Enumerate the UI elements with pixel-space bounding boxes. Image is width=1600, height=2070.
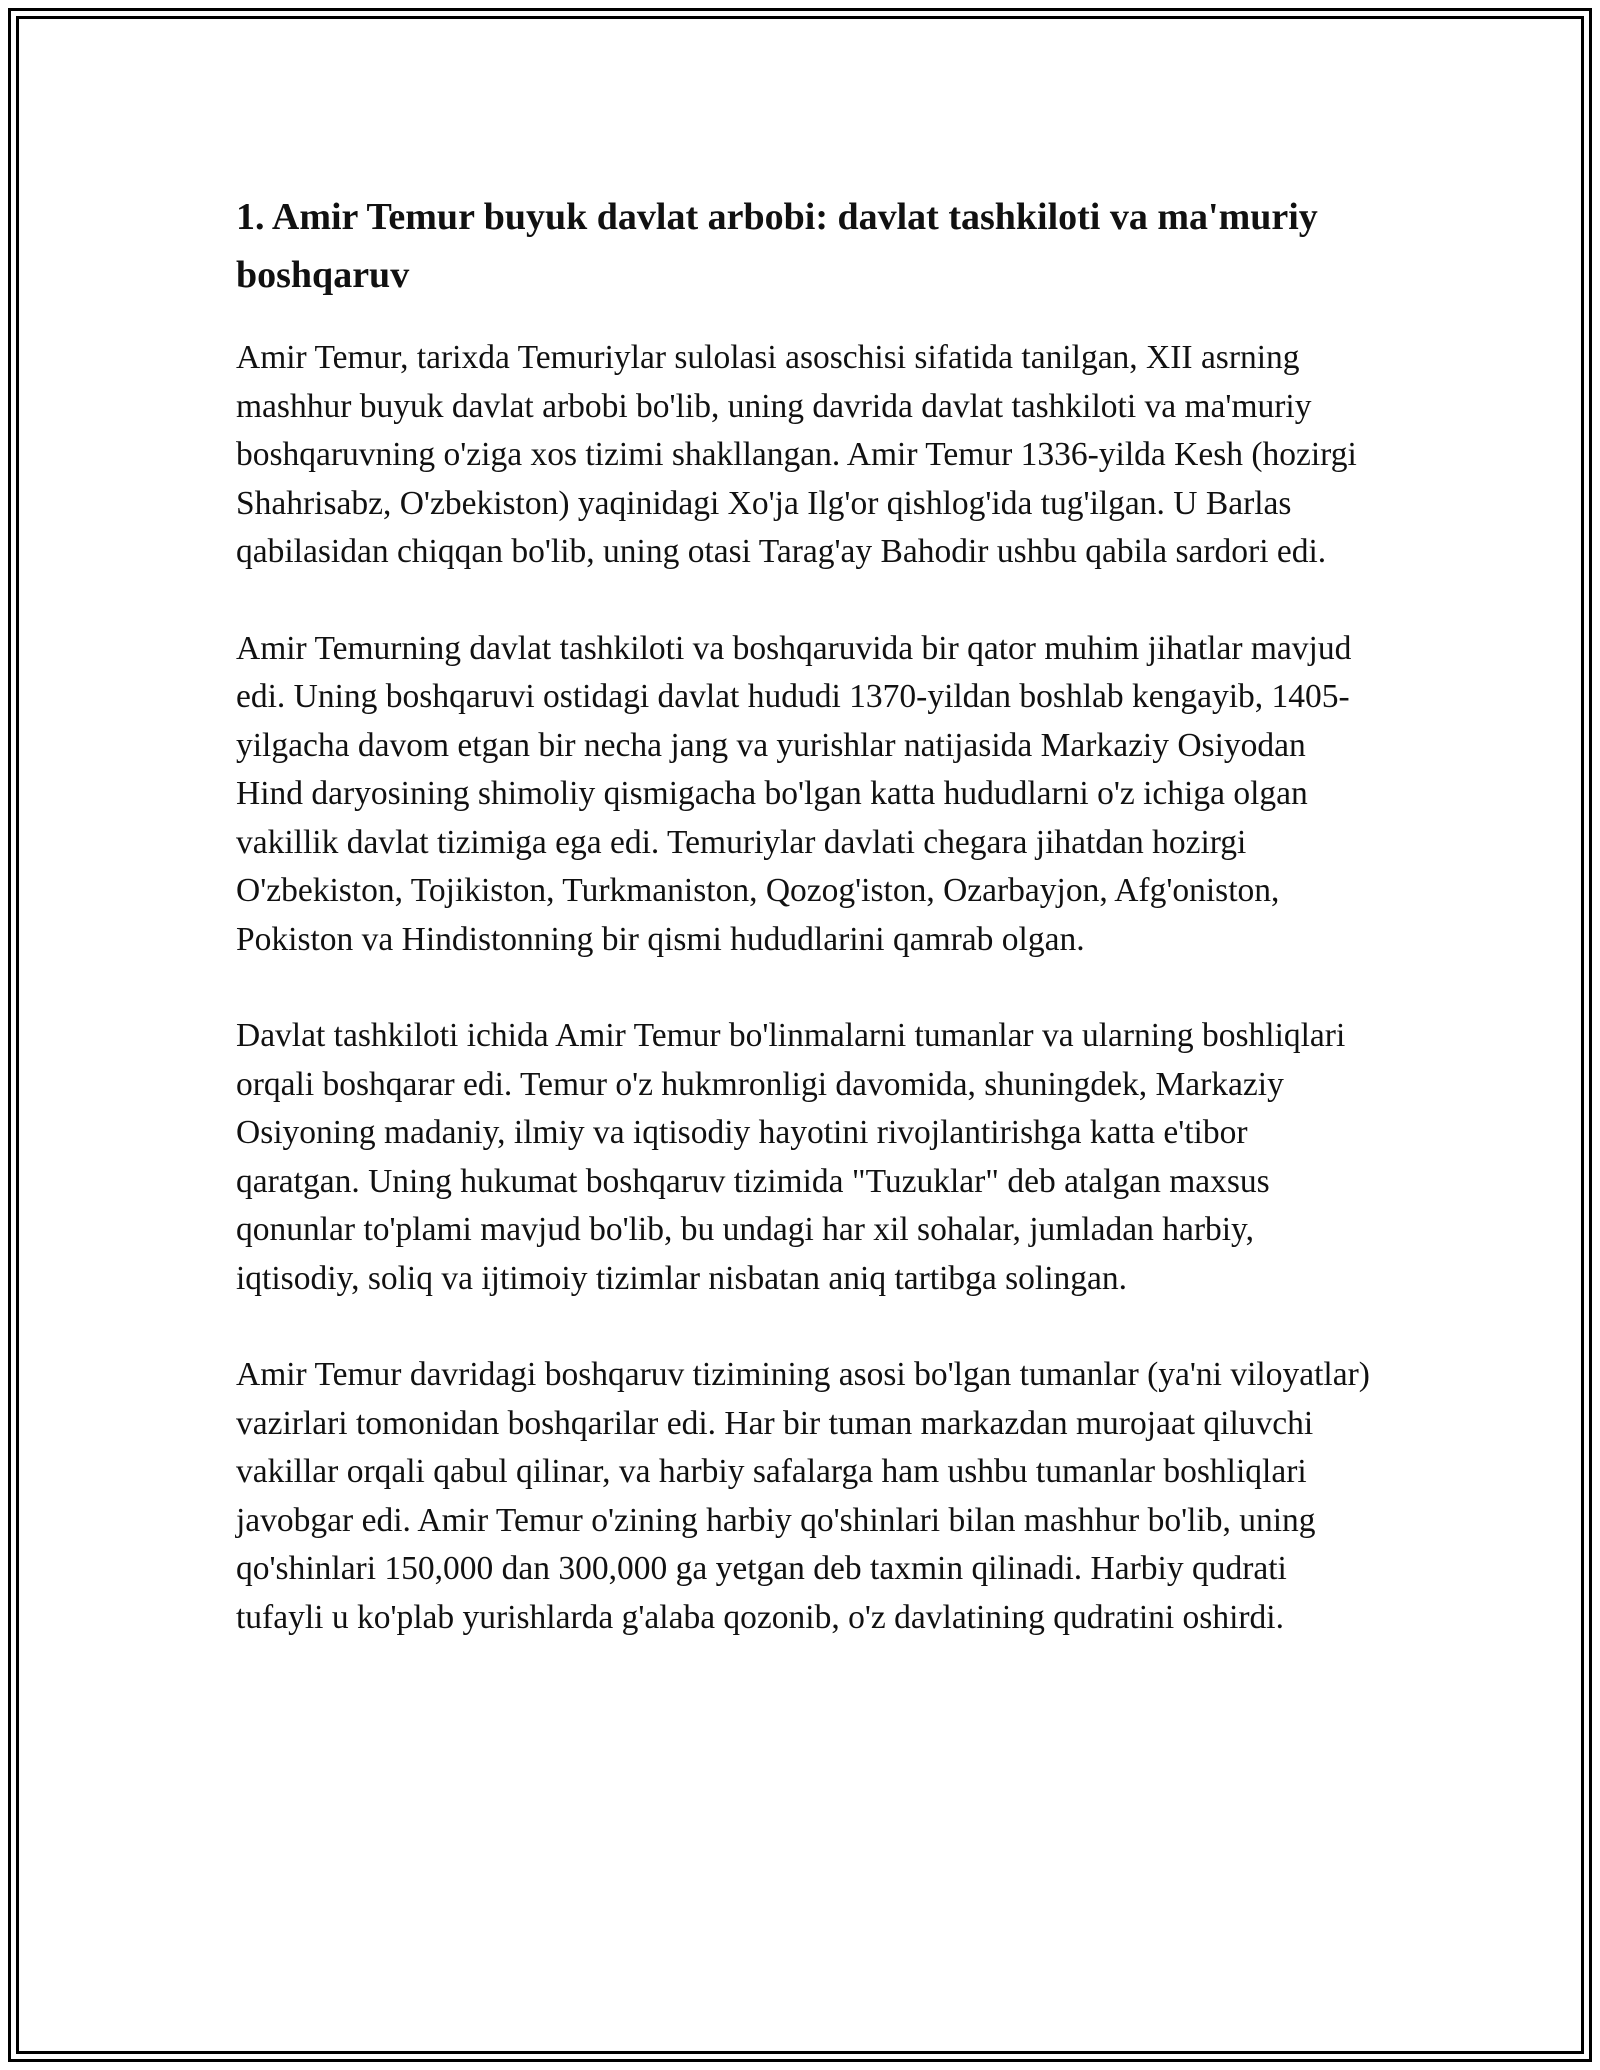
section-title: 1. Amir Temur buyuk davlat arbobi: davlat tashkiloti va ma'muriy boshqaruv: [236, 196, 1318, 296]
document-body: [236, 188, 1376, 1690]
paragraph-2: Amir Temurning davlat tashkiloti va boshqaruvida bir qator muhim jihatlar mavjud edi. Uning boshqaruvi ostidagi davlat hududi 1370-yildan boshlab kengayib, 1405-yilgacha davom etgan bir necha jang va yurishlar natijasida Markaziy Osiyodan Hind daryosining shimoliy qismigacha bo'lgan katta hududlarni o'z ichiga olgan vakillik davlat tizimiga ega edi. Temuriylar davlati chegara jihatdan hozirgi O'zbekiston, Tojikiston, Turkmaniston, Qozog'iston, Ozarbayjon, Afg'oniston, Pokiston va Hindistonning bir qismi hududlarini qamrab olgan.: [236, 629, 1352, 958]
paragraph-3: Davlat tashkiloti ichida Amir Temur bo'linmalarni tumanlar va ularning boshliqlari orqali boshqarar edi. Temur o'z hukmronligi davomida, shuningdek, Markaziy Osiyoning madaniy, ilmiy va iqtisodiy hayotini rivojlantirishga katta e'tibor qaratgan. Uning hukumat boshqaruv tizimida "Tuzuklar" deb atalgan maxsus qonunlar to'plami mavjud bo'lib, bu undagi har xil sohalar, jumladan harbiy, iqtisodiy, soliq va ijtimoiy tizimlar nisbatan aniq tartibga solingan.: [236, 1017, 1346, 1297]
paragraph-4: Amir Temur davridagi boshqaruv tizimining asosi bo'lgan tumanlar (ya'ni viloyatlar) vazirlari tomonidan boshqarilar edi. Har bir tuman markazdan murojaat qiluvchi vakillar orqali qabul qilinar, va harbiy safalarga ham ushbu tumanlar boshliqlari javobgar edi. Amir Temur o'zining harbiy qo'shinlari bilan mashhur bo'lib, uning qo'shinlari 150,000 dan 300,000 ga yetgan deb taxmin qilinadi. Harbiy qudrati tufayli u ko'plab yurishlarda g'alaba qozonib, o'z davlatining qudratini oshirdi.: [236, 1356, 1370, 1636]
paragraph-1: Amir Temur, tarixda Temuriylar sulolasi asoschisi sifatida tanilgan, XII asrning mashhur buyuk davlat arbobi bo'lib, uning davrida davlat tashkiloti va ma'muriy boshqaruvning o'ziga xos tizimi shakllangan. Amir Temur 1336-yilda Kesh (hozirgi Shahrisabz, O'zbekiston) yaqinidagi Xo'ja Ilg'or qishlog'ida tug'ilgan. U Barlas qabilasidan chiqqan bo'lib, uning otasi Tarag'ay Bahodir ushbu qabila sardori edi.: [236, 339, 1357, 570]
